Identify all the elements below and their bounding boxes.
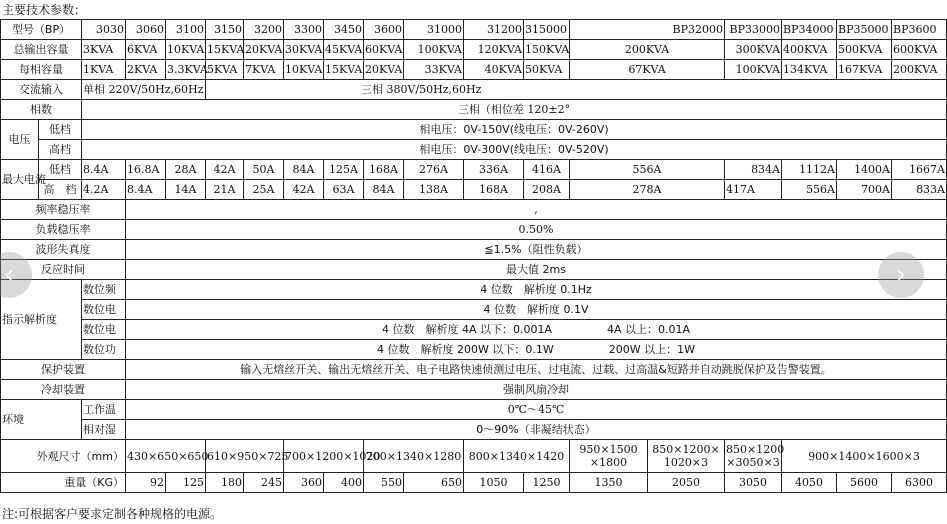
capacity-cell: 6KVA bbox=[126, 40, 166, 60]
current-cell: 50A bbox=[244, 160, 284, 180]
capacity-cell: 134KVA bbox=[782, 60, 837, 80]
model-cell: 31200 bbox=[464, 20, 524, 40]
current-cell: 168A bbox=[464, 180, 524, 200]
model-cell: 3450 bbox=[324, 20, 364, 40]
humidity-label: 相对湿 bbox=[82, 420, 126, 440]
capacity-cell: 15KVA bbox=[206, 40, 244, 60]
dimension-cell: 700×1200×1020 bbox=[284, 440, 364, 473]
thd-row bbox=[1, 240, 947, 260]
capacity-cell: 400KVA bbox=[782, 40, 837, 60]
weight-row bbox=[1, 473, 947, 493]
dimension-cell: 700×1340×1280 bbox=[364, 440, 464, 473]
weight-cell: 3050 bbox=[725, 473, 782, 493]
ac-input-label: 交流输入 bbox=[1, 80, 82, 100]
weight-label: 重量（KG） bbox=[1, 473, 126, 493]
model-cell: 3200 bbox=[244, 20, 284, 40]
model-cell: BP33000 bbox=[725, 20, 782, 40]
total-capacity-row bbox=[1, 40, 947, 60]
current-cell: 63A bbox=[324, 180, 364, 200]
weight-cell: 180 bbox=[206, 473, 244, 493]
digital-power-value-b: 200W 以上：1W bbox=[608, 343, 695, 356]
weight-cell: 245 bbox=[244, 473, 284, 493]
weight-cell: 5600 bbox=[837, 473, 892, 493]
capacity-cell: 67KVA bbox=[570, 60, 725, 80]
current-cell: 168A bbox=[364, 160, 404, 180]
current-cell: 25A bbox=[244, 180, 284, 200]
digital-power-label: 数位功 bbox=[82, 340, 126, 360]
weight-cell: 650 bbox=[404, 473, 464, 493]
current-cell: 700A bbox=[837, 180, 892, 200]
current-cell: 125A bbox=[324, 160, 364, 180]
capacity-cell: 20KVA bbox=[244, 40, 284, 60]
dimensions-label: 外观尺寸（mm） bbox=[1, 440, 126, 473]
page-title: 主要技术参数： bbox=[2, 3, 87, 17]
model-cell: 3600 bbox=[364, 20, 404, 40]
current-cell: 834A bbox=[725, 160, 782, 180]
phases-row bbox=[1, 100, 947, 120]
capacity-cell: 30KVA bbox=[284, 40, 324, 60]
digital-freq-row bbox=[1, 280, 947, 300]
current-cell: 84A bbox=[364, 180, 404, 200]
response-row bbox=[1, 260, 947, 280]
chevron-left-icon: ‹ bbox=[3, 260, 15, 290]
current-cell: 1667A bbox=[892, 160, 947, 180]
capacity-cell: 3.3KVA bbox=[166, 60, 206, 80]
model-cell: BP3600 bbox=[892, 20, 947, 40]
load-reg-row bbox=[1, 220, 947, 240]
environment-label: 环境 bbox=[1, 400, 82, 440]
thd-label: 波形失真度 bbox=[1, 240, 126, 260]
protection-value: 输入无熔丝开关、输出无熔丝开关、电子电路快速侦测过电压、过电流、过载、过高温&短路并自动跳脱保护及告警装置。 bbox=[126, 360, 947, 380]
model-row bbox=[1, 20, 947, 40]
current-cell: 84A bbox=[284, 160, 324, 180]
current-cell: 42A bbox=[284, 180, 324, 200]
high-label: 高 档 bbox=[39, 180, 82, 200]
capacity-cell: 7KVA bbox=[244, 60, 284, 80]
protection-label: 保护装置 bbox=[1, 360, 126, 380]
capacity-cell: 100KVA bbox=[725, 60, 782, 80]
model-cell: 3030 bbox=[82, 20, 126, 40]
protection-row bbox=[1, 360, 947, 380]
weight-cell: 92 bbox=[126, 473, 166, 493]
high-label: 高档 bbox=[39, 140, 82, 160]
model-cell: 3060 bbox=[126, 20, 166, 40]
digital-volt-label: 数位电 bbox=[82, 300, 126, 320]
ac-input-three: 三相 380V/50Hz,60Hz bbox=[206, 80, 947, 100]
dimension-cell: 610×950×725 bbox=[206, 440, 284, 473]
current-cell: 138A bbox=[404, 180, 464, 200]
voltage-high-value: 相电压：0V-300V(线电压：0V-520V) bbox=[82, 140, 947, 160]
phases-label: 相数 bbox=[1, 100, 82, 120]
digital-curr-label: 数位电 bbox=[82, 320, 126, 340]
cooling-value: 强制风扇冷却 bbox=[126, 380, 947, 400]
current-low-row bbox=[1, 160, 947, 180]
weight-cell: 125 bbox=[166, 473, 206, 493]
capacity-cell: 5KVA bbox=[206, 60, 244, 80]
dimension-cell: 430×650×650 bbox=[126, 440, 206, 473]
current-cell: 21A bbox=[206, 180, 244, 200]
capacity-cell: 100KVA bbox=[404, 40, 464, 60]
current-cell: 208A bbox=[524, 180, 570, 200]
work-temp-label: 工作温 bbox=[82, 400, 126, 420]
weight-cell: 360 bbox=[284, 473, 324, 493]
capacity-cell: 10KVA bbox=[166, 40, 206, 60]
current-cell: 556A bbox=[782, 180, 837, 200]
ac-input-single: 单相 220V/50Hz,60Hz bbox=[82, 80, 206, 100]
footnote: 注:可根据客户要求定制各种规格的电源。 bbox=[2, 507, 223, 521]
capacity-cell: 1KVA bbox=[82, 60, 126, 80]
work-temp-value: 0℃～45℃ bbox=[126, 400, 947, 420]
humidity-value: 0～90%（非凝结状态） bbox=[126, 420, 947, 440]
capacity-cell: 45KVA bbox=[324, 40, 364, 60]
digital-curr-row bbox=[1, 320, 947, 340]
model-cell: 3300 bbox=[284, 20, 324, 40]
digital-volt-value: 4 位数 解析度 0.1V bbox=[126, 300, 947, 320]
freq-reg-row bbox=[1, 200, 947, 220]
weight-cell: 1350 bbox=[570, 473, 648, 493]
dimension-cell: 850×1200× 1020×3 bbox=[648, 440, 725, 473]
capacity-cell: 10KVA bbox=[284, 60, 324, 80]
freq-reg-label: 频率稳压率 bbox=[1, 200, 126, 220]
current-high-row bbox=[1, 180, 947, 200]
dimension-cell: 850×1200 ×3050×3 bbox=[725, 440, 782, 473]
capacity-cell: 200KVA bbox=[570, 40, 725, 60]
phase-capacity-label: 每相容量 bbox=[1, 60, 82, 80]
voltage-high-row bbox=[1, 140, 947, 160]
current-cell: 556A bbox=[570, 160, 725, 180]
weight-cell: 4050 bbox=[782, 473, 837, 493]
dimension-cell: 900×1400×1600×3 bbox=[782, 440, 947, 473]
low-label: 低档 bbox=[39, 120, 82, 140]
digital-curr-value-b: 4A 以上：0.01A bbox=[607, 323, 691, 336]
current-cell: 14A bbox=[166, 180, 206, 200]
digital-volt-row bbox=[1, 300, 947, 320]
voltage-label: 电压 bbox=[1, 120, 39, 160]
cooling-label: 冷却装置 bbox=[1, 380, 126, 400]
model-cell: 31000 bbox=[404, 20, 464, 40]
freq-reg-value: , bbox=[126, 200, 947, 220]
capacity-cell: 3KVA bbox=[82, 40, 126, 60]
model-cell: 315000 bbox=[524, 20, 570, 40]
ac-input-row bbox=[1, 80, 947, 100]
current-cell: 416A bbox=[524, 160, 570, 180]
capacity-cell: 20KVA bbox=[364, 60, 404, 80]
digital-freq-value: 4 位数 解析度 0.1Hz bbox=[126, 280, 947, 300]
response-label: 反应时间 bbox=[1, 260, 126, 280]
weight-cell: 6300 bbox=[892, 473, 947, 493]
capacity-cell: 500KVA bbox=[837, 40, 892, 60]
digital-freq-label: 数位频 bbox=[82, 280, 126, 300]
current-cell: 833A bbox=[892, 180, 947, 200]
capacity-cell: 600KVA bbox=[892, 40, 947, 60]
response-value: 最大值 2ms bbox=[126, 260, 947, 280]
load-reg-value: 0.50% bbox=[126, 220, 947, 240]
dimension-cell: 800×1340×1420 bbox=[464, 440, 570, 473]
low-label: 低档 bbox=[39, 160, 82, 180]
capacity-cell: 167KVA bbox=[837, 60, 892, 80]
spec-table bbox=[0, 19, 947, 493]
max-current-label: 最大电流 bbox=[1, 160, 39, 200]
model-cell: 3150 bbox=[206, 20, 244, 40]
digital-curr-value-a: 4 位数 解析度 4A 以下：0.001A bbox=[381, 323, 552, 336]
voltage-low-value: 相电压：0V-150V(线电压：0V-260V) bbox=[82, 120, 947, 140]
next-arrow-button[interactable] bbox=[878, 252, 924, 298]
capacity-cell: 200KVA bbox=[892, 60, 947, 80]
phase-capacity-row bbox=[1, 60, 947, 80]
current-cell: 42A bbox=[206, 160, 244, 180]
chevron-right-icon: › bbox=[895, 260, 907, 290]
current-cell: 4.2A bbox=[82, 180, 126, 200]
dimension-cell: 950×1500 ×1800 bbox=[570, 440, 648, 473]
thd-value: ≦1.5%（阻性负载） bbox=[126, 240, 947, 260]
weight-cell: 1250 bbox=[524, 473, 570, 493]
capacity-cell: 15KVA bbox=[324, 60, 364, 80]
work-temp-row bbox=[1, 400, 947, 420]
digital-power-value-a: 4 位数 解析度 200W 以下：0.1W bbox=[377, 343, 554, 356]
model-cell: 3100 bbox=[166, 20, 206, 40]
current-cell: 8.4A bbox=[82, 160, 126, 180]
cooling-row bbox=[1, 380, 947, 400]
current-cell: 278A bbox=[570, 180, 725, 200]
total-capacity-label: 总输出容量 bbox=[1, 40, 82, 60]
dimensions-row bbox=[1, 440, 947, 473]
capacity-cell: 60KVA bbox=[364, 40, 404, 60]
digital-power-row bbox=[1, 340, 947, 360]
model-cell: BP34000 bbox=[782, 20, 837, 40]
current-cell: 1112A bbox=[782, 160, 837, 180]
model-cell: BP32000 bbox=[570, 20, 725, 40]
current-cell: 8.4A bbox=[126, 180, 166, 200]
phases-value: 三相（相位差 120±2° bbox=[82, 100, 947, 120]
voltage-low-row bbox=[1, 120, 947, 140]
capacity-cell: 150KVA bbox=[524, 40, 570, 60]
capacity-cell: 40KVA bbox=[464, 60, 524, 80]
current-cell: 336A bbox=[464, 160, 524, 180]
model-label: 型号（BP） bbox=[1, 20, 82, 40]
capacity-cell: 120KVA bbox=[464, 40, 524, 60]
capacity-cell: 50KVA bbox=[524, 60, 570, 80]
capacity-cell: 300KVA bbox=[725, 40, 782, 60]
load-reg-label: 负载稳压率 bbox=[1, 220, 126, 240]
model-cell: BP35000 bbox=[837, 20, 892, 40]
weight-cell: 400 bbox=[324, 473, 364, 493]
weight-cell: 2050 bbox=[648, 473, 725, 493]
current-cell: 276A bbox=[404, 160, 464, 180]
capacity-cell: 33KVA bbox=[404, 60, 464, 80]
current-cell: 1400A bbox=[837, 160, 892, 180]
current-cell: 16.8A bbox=[126, 160, 166, 180]
humidity-row bbox=[1, 420, 947, 440]
current-cell: 417A bbox=[725, 180, 782, 200]
weight-cell: 550 bbox=[364, 473, 404, 493]
current-cell: 28A bbox=[166, 160, 206, 180]
weight-cell: 1050 bbox=[464, 473, 524, 493]
indicator-label: 指示解析度 bbox=[1, 280, 82, 360]
capacity-cell: 2KVA bbox=[126, 60, 166, 80]
